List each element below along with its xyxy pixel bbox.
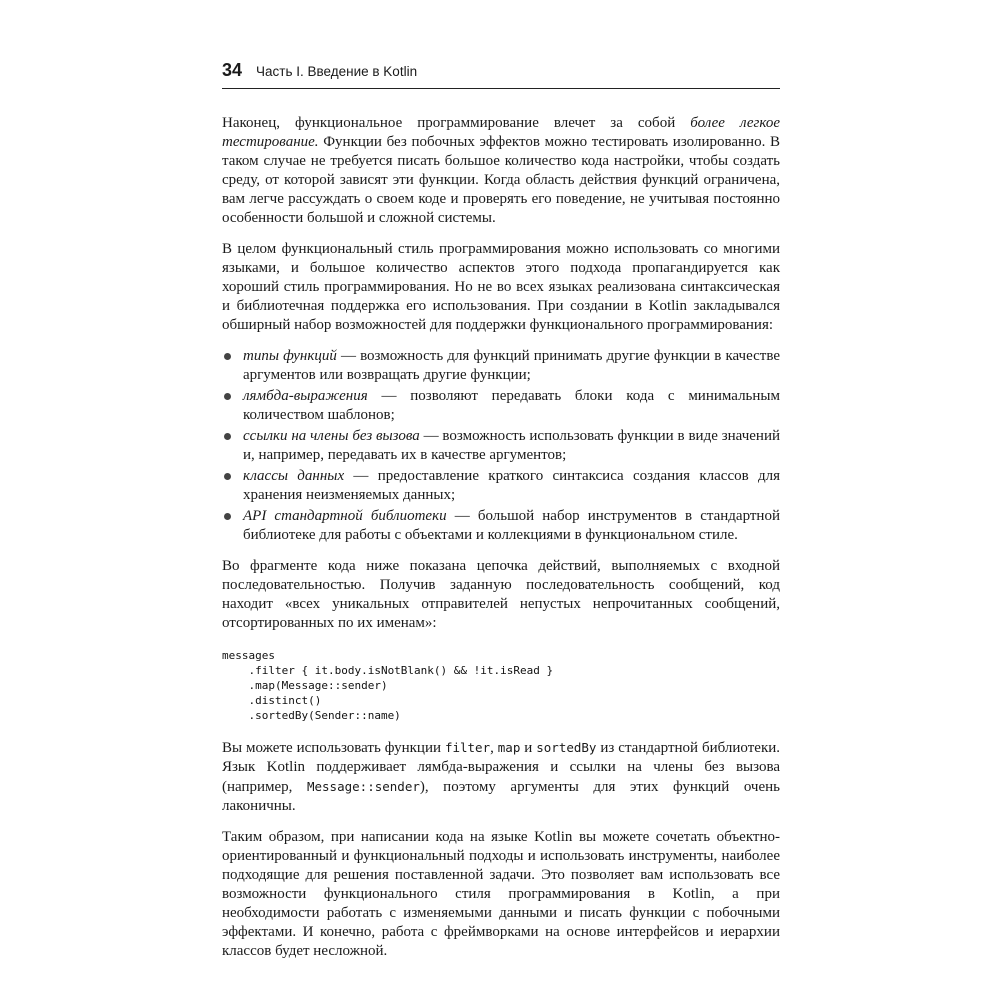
- paragraph-std-functions: [222, 738, 780, 816]
- list-item: [222, 427, 780, 465]
- list-term: API стандартной библиотеки: [243, 508, 447, 524]
- list-term: классы данных: [243, 468, 345, 484]
- list-item: [222, 467, 780, 505]
- page-header: [222, 60, 780, 89]
- code-block: messages .filter { it.body.isNotBlank() && !it.isRead } .map(Message::sender) .distinct() .sortedBy(Sender::name): [222, 649, 554, 722]
- bullet-icon: [224, 513, 231, 520]
- list-term: типы функций: [243, 348, 337, 364]
- inline-code: map: [497, 740, 521, 755]
- list-text: — позволяют передавать блоки кода с минимальным количеством шаблонов;: [243, 388, 780, 423]
- bullet-icon: [224, 353, 231, 360]
- paragraph-functional-style: В целом функциональный стиль программирования можно использовать со многими языками, и большое количество аспектов этого подхода пропагандируется как хороший стиль программирования. Но не во всех языках реализована синтаксическая и библиотечная поддержка его использования. При создании в Kotlin закладывался обширный набор возможностей для поддержки функционального программирования:: [222, 241, 780, 333]
- list-text: — возможность использовать функции в виде значений и, например, передавать их в качестве аргументов;: [243, 428, 780, 463]
- paragraph-text: Вы можете использовать функции: [222, 740, 445, 756]
- book-page: [222, 60, 780, 961]
- list-text: — большой набор инструментов в стандартной библиотеке для работы с объектами и коллекциями в функциональном стиле.: [243, 508, 780, 543]
- inline-code: Message::sender: [306, 779, 420, 794]
- running-title: Часть I. Введение в Kotlin: [256, 64, 418, 79]
- paragraph-conclusion: Таким образом, при написании кода на языке Kotlin вы можете сочетать объектно-ориентированный и функциональный подходы и использовать инструменты, наиболее подходящие для решения поставленной задачи. Это позволяет вам использовать все возможности функционального стиля программирования в Kotlin, а при необходимости работать с изменяемыми данными и писать функции с побочными эффектами. И конечно, работа с фреймворками на основе интерфейсов и иерархии классов будет несложной.: [222, 829, 780, 959]
- list-item: [222, 387, 780, 425]
- paragraph-code-intro: Во фрагменте кода ниже показана цепочка действий, выполняемых с входной последовательностью. Получив заданную последовательность сообщений, код находит «всех уникальных отправителей непустых непрочитанных сообщений, отсортированных по их именам»:: [222, 558, 780, 631]
- paragraph-testing: [222, 114, 780, 228]
- bullet-icon: [224, 433, 231, 440]
- inline-code: filter: [444, 740, 491, 755]
- paragraph-text: и: [520, 740, 537, 756]
- features-list: [222, 347, 780, 545]
- page-body: [222, 114, 780, 961]
- emphasis-text: более легкое тестирование.: [222, 115, 780, 150]
- bullet-icon: [224, 473, 231, 480]
- paragraph-text: ,: [490, 740, 498, 756]
- list-text: — возможность для функций принимать другие функции в качестве аргументов или возвращать другие функции;: [243, 348, 780, 383]
- page-number: 34: [222, 60, 243, 80]
- list-term: лямбда-выражения: [243, 388, 368, 404]
- list-text: — предоставление краткого синтаксиса создания классов для хранения неизменяемых данных;: [243, 468, 780, 503]
- inline-code: sortedBy: [536, 740, 597, 755]
- paragraph-text: Наконец, функциональное программирование влечет за собой: [222, 115, 691, 131]
- bullet-icon: [224, 393, 231, 400]
- paragraph-text: из стандартной библиотеки. Язык Kotlin поддерживает лямбда-выражения и ссылки на члены без вызова (например,: [222, 740, 781, 795]
- list-item: [222, 507, 780, 545]
- list-term: ссылки на члены без вызова: [243, 428, 420, 444]
- list-item: [222, 347, 780, 385]
- paragraph-text: Функции без побочных эффектов можно тестировать изолированно. В таком случае не требуется писать большое количество кода настройки, чтобы создать среду, от которой зависят эти функции. Когда область действия функций ограничена, вам легче рассуждать о своем коде и проверять его поведение, не учитывая постоянно особенности большой и сложной системы.: [222, 134, 780, 226]
- paragraph-text: ), поэтому аргументы для этих функций очень лаконичны.: [222, 779, 780, 814]
